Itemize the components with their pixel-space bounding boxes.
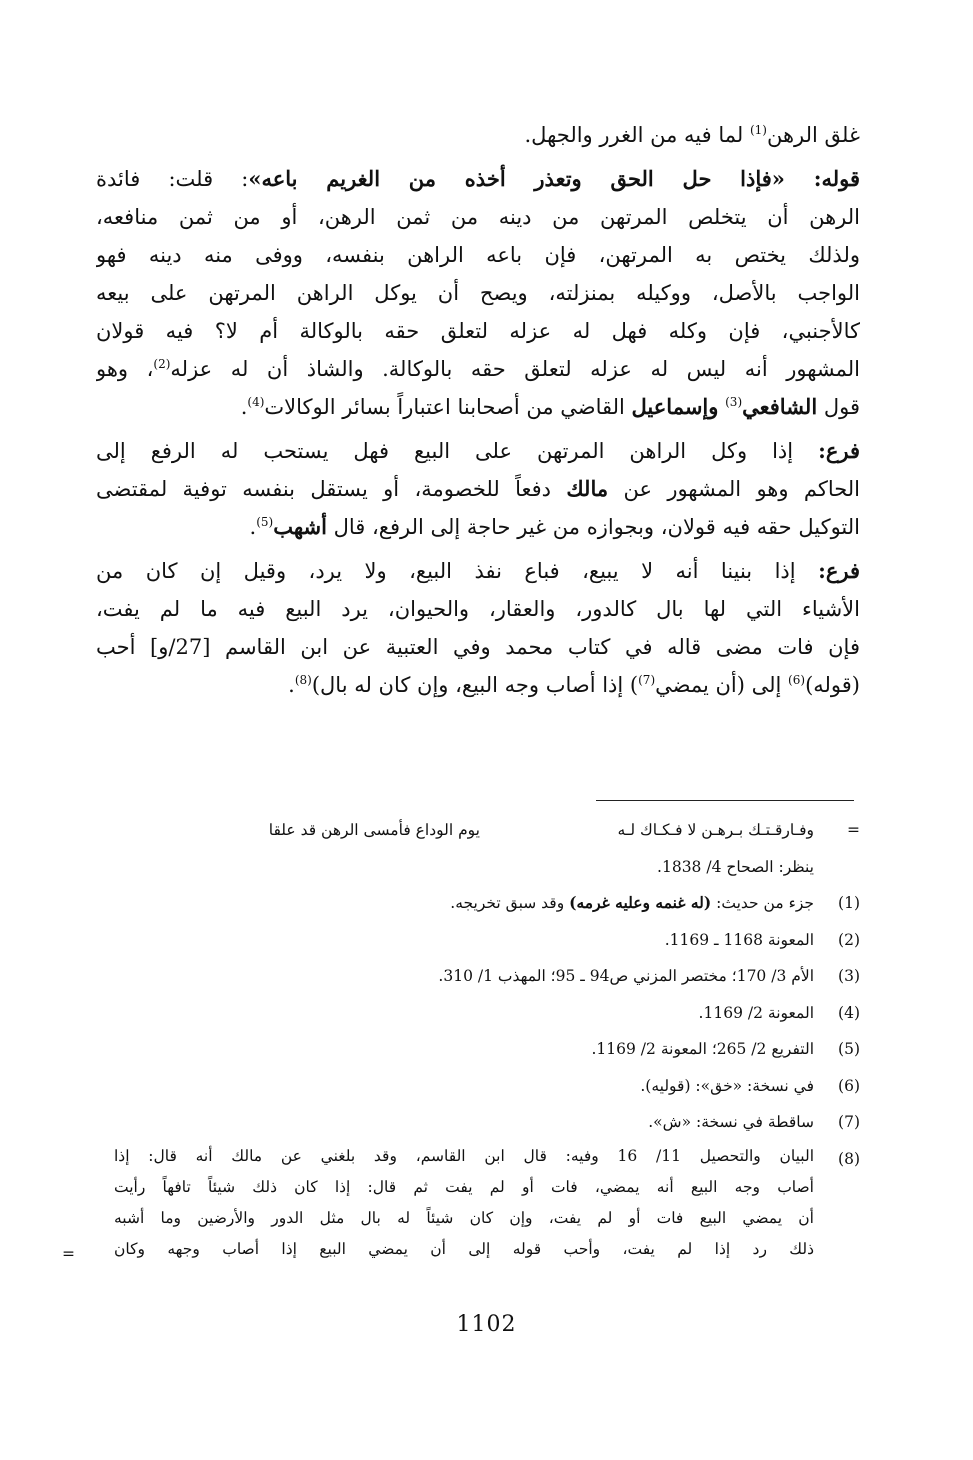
footnote-line: ذلك رد إذا لم يفت، وأحب قوله إلى أن يمضي البيع إذا أصاب وجهه وكان bbox=[114, 1239, 814, 1258]
far-label: فرع: bbox=[818, 558, 860, 583]
text-line: الرهن أن يتخلص المرتهن من دينه من ثمن الرهن، أو من ثمن منافعه، bbox=[96, 205, 860, 229]
text-line: كالأجنبي، فإن وكله فهل له عزله لتعلق حقه بالوكالة أم لا؟ فيه قولان bbox=[96, 319, 860, 343]
text-line: فرع: إذا وكل الراهن المرتهن على البيع فهل يستحب له الرفع إلى bbox=[96, 438, 860, 463]
footnote-line: أن يمضي البيع فات أو لم يفت، وإن كان شيئاً له بال مثل الدور والأرضين وما أشبه bbox=[114, 1208, 814, 1227]
text-line: فرع: إذا بنينا أنه لا يبيع، فباع نفذ البيع، ولا يرد، وقيل إن كان من bbox=[96, 558, 860, 583]
name-ismail: وإسماعيل bbox=[631, 394, 719, 419]
footnote-8: (8) البيان والتحصيل 11/ 16 وفيه: قال ابن القاسم، وقد بلغني عن مالك أنه قال: إذا أصاب وجه البيع أنه يمضي، فات أو لم يفت ثم قال: إذا كان ذلك شيئاً تافهاً رأيت أن يمضي البيع فات أو لم يفت، وإن كان شيئاً له بال مثل الدور والأرضين وما أشبه ذلك رد إذا لم يفت، وأحب قوله إلى أن يمضي البيع إذا أصاب وجهه وكان = bbox=[80, 1141, 860, 1273]
footnote-separator bbox=[596, 800, 854, 801]
text-line: قول الشافعي$^{(3)}$ وإسماعيل القاضي من أصحابنا اعتباراً بسائر الوكالات$^{(4)}$. bbox=[240, 394, 860, 419]
main-text bbox=[96, 116, 860, 704]
text-line: قوله: «فإذا حل الحق وتعذر أخذه من الغريم باعه»: قلت: فائدة bbox=[96, 166, 860, 191]
text-line: فإن فات مضى قاله في كتاب محمد وفي العتبية عن ابن القاسم [27/و] أحب bbox=[96, 635, 860, 659]
footnote-3: (3) الأم 3/ 170؛ مختصر المزني ص94 ـ 95؛ المهذب 1/ 310. bbox=[438, 967, 860, 985]
text-line: التوكيل حقه فيه قولان، وبجوازه من غير حاجة إلى الرفع، قال أشهب$^{(5)}$. bbox=[249, 514, 860, 539]
continuation-mark: = bbox=[847, 821, 860, 839]
continuation-mark: = bbox=[62, 1244, 75, 1263]
text-line: ولذلك يختص به المرتهن، فإن باعه الراهن بنفسه، ووفى منه دينه فهو bbox=[96, 243, 860, 267]
text-line: غلق الرهن$^{(1)}$ لما فيه من الغرر والجهل. bbox=[524, 123, 860, 147]
text-line: (قوله)$^{(6)}$ إلى (أن يمضي$^{(7)}$) إذا أصاب وجه البيع، وإن كان له بال)$^{(8)}$. bbox=[288, 673, 860, 697]
verse-hemistich: وفـارقـتـك بـرهـن لا فـكـاك لـه bbox=[617, 821, 814, 839]
footnote-2: (2) المعونة 1168 ـ 1169. bbox=[664, 930, 860, 949]
footnote-5: (5) التفريع 2/ 265؛ المعونة 2/ 1169. bbox=[591, 1040, 860, 1058]
text-line: المشهور أنه ليس له عزله لتعلق حقه بالوكالة. والشاذ أن له عزله$^{(2)}$، وهو bbox=[96, 357, 860, 381]
name-shafii: الشافعي bbox=[742, 394, 818, 419]
footnote-verse bbox=[80, 812, 860, 849]
footnote-line: أصاب وجه البيع أنه يمضي، فات أو لم يفت ثم قال: إذا كان ذلك شيئاً تافهاً رأيت bbox=[114, 1177, 814, 1196]
footnote-4: (4) المعونة 2/ 1169. bbox=[698, 1003, 860, 1022]
footnote-1: (1) جزء من حديث: (له غنمه وعليه غرمه) وقد سبق تخريجه. bbox=[450, 893, 860, 912]
far-label: فرع: bbox=[818, 438, 860, 463]
quoted-matn: «فإذا حل الحق وتعذر أخذه من الغريم باعه» bbox=[248, 166, 785, 191]
footnote-6: (6) في نسخة: «خق»: (قوليه). bbox=[640, 1076, 860, 1095]
footnote-7: (7) ساقطة في نسخة: «ش». bbox=[648, 1113, 860, 1131]
footnote-line: البيان والتحصيل 11/ 16 وفيه: قال ابن القاسم، وقد بلغني عن مالك أنه قال: إذا bbox=[114, 1146, 814, 1165]
text-line: الواجب بالأصل، ووكيله بمنزلته، ويصح أن يوكل الراهن المرتهن على بيعه bbox=[96, 281, 860, 305]
name-malik: مالك bbox=[566, 476, 609, 501]
text-line: الحاكم وهو المشهور عن مالك دفعاً للخصومة، أو يستقل بنفسه توفية لمقتضى bbox=[96, 476, 860, 501]
name-ashhab: أشهب bbox=[273, 514, 327, 539]
footnotes bbox=[62, 812, 860, 1273]
page-number: 1102 bbox=[456, 1312, 517, 1337]
text-line: الأشياء التي لها بال كالدور، والعقار، والحيوان، يرد البيع فيه ما لم يفت، bbox=[96, 597, 860, 621]
footnote-line: ينظر: الصحاح 4/ 1838. bbox=[657, 857, 814, 876]
verse-hemistich: يوم الوداع فأمسى الرهن قد علقا bbox=[268, 821, 480, 839]
